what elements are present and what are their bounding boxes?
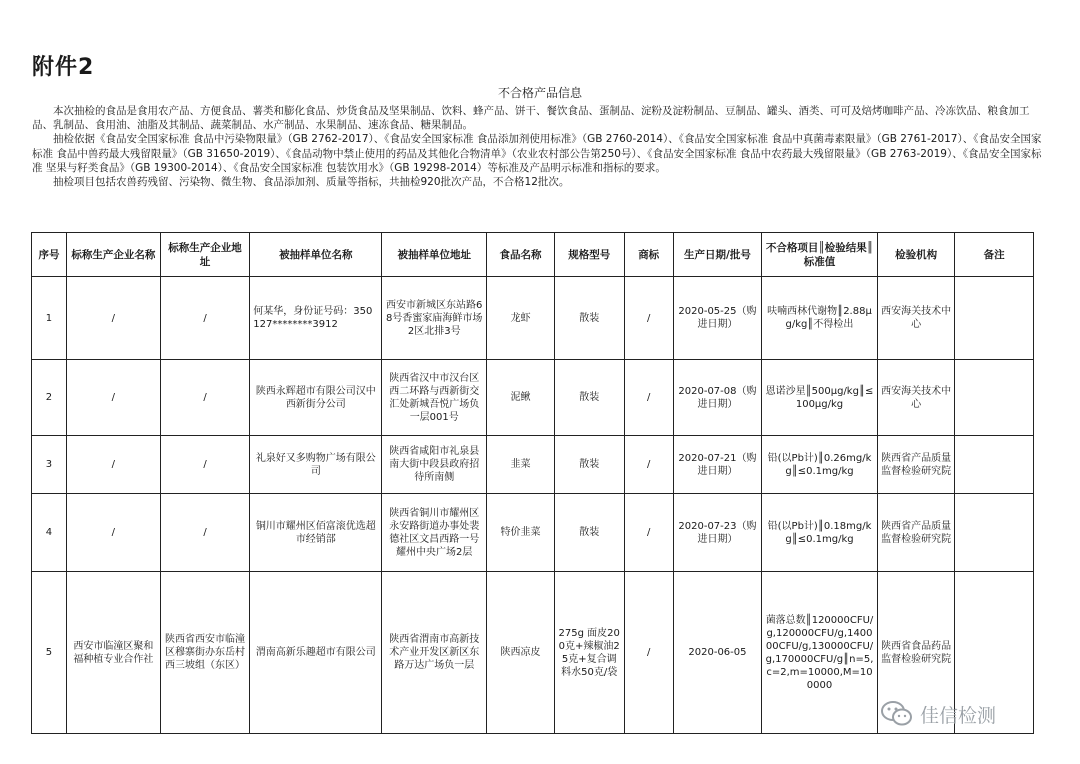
cell-lab: 陕西省产品质量监督检验研究院 (877, 494, 954, 572)
cell-index: 4 (32, 494, 67, 572)
cell-failed-item: 恩诺沙星║500μg/kg║≤100μg/kg (762, 360, 878, 436)
cell-remarks (955, 436, 1034, 494)
table-row (32, 436, 1034, 494)
cell-food-name: 陕西凉皮 (487, 572, 555, 734)
cell-index: 2 (32, 360, 67, 436)
cell-trademark: / (624, 572, 673, 734)
table-row (32, 277, 1034, 360)
col-header-lab: 检验机构 (877, 233, 954, 277)
cell-spec: 散装 (554, 436, 624, 494)
cell-lab: 陕西省产品质量监督检验研究院 (877, 436, 954, 494)
attachment-label: 附件2 (32, 55, 95, 80)
cell-lab: 西安海关技术中心 (877, 277, 954, 360)
col-header-remarks: 备注 (955, 233, 1034, 277)
cell-trademark: / (624, 360, 673, 436)
cell-index: 3 (32, 436, 67, 494)
cell-food-name: 特价韭菜 (487, 494, 555, 572)
cell-sampled-address: 陕西省渭南市高新技术产业开发区新区东路万达广场负一层 (382, 572, 487, 734)
cell-spec: 散装 (554, 494, 624, 572)
watermark-text: 佳信检测 (920, 704, 997, 727)
cell-producer-address: / (160, 494, 250, 572)
cell-index: 5 (32, 572, 67, 734)
watermark (880, 700, 996, 728)
intro-basis: 抽检依据《食品安全国家标准 食品中污染物限量》（GB 2762-2017）、《食品安全国家标准 食品添加剂使用标准》（GB 2760-2014）、《食品安全国家标准 食品中真菌毒素限量》（GB 2761-2017）、《食品安全国家标准 食品中兽药最大残留限量》（GB 31650-2019）、《食品动物中禁止使用的药品及其他化合物清单》（农业农村部公告第250号）、《食品安全国家标准 食品中农药最大残留限量》（GB 2763-2019）、《食品安全国家标准 坚果与籽类食品》（GB 19300-2014）、《食品安全国家标准 包装饮用水》（GB 19298-2014）等标准及产品明示标准和指标的要求。 (32, 133, 1042, 174)
cell-sampled-unit: 何某华，身份证号码：350127********3912 (250, 277, 382, 360)
cell-producer-name: / (66, 494, 160, 572)
wechat-icon (880, 700, 914, 728)
cell-remarks (955, 277, 1034, 360)
col-header-food-name: 食品名称 (487, 233, 555, 277)
cell-remarks (955, 360, 1034, 436)
table-header-row (32, 233, 1034, 277)
cell-remarks (955, 494, 1034, 572)
col-header-producer-address: 标称生产企业地址 (160, 233, 250, 277)
intro-summary: 抽检项目包括农兽药残留、污染物、微生物、食品添加剂、质量等指标，共抽检920批次产品，不合格12批次。 (53, 176, 570, 189)
cell-trademark: / (624, 436, 673, 494)
col-header-sampled-address: 被抽样单位地址 (382, 233, 487, 277)
cell-sampled-address: 陕西省铜川市耀州区永安路街道办事处裴德社区文昌西路一号耀州中央广场2层 (382, 494, 487, 572)
cell-spec: 散装 (554, 360, 624, 436)
cell-sampled-address: 陕西省咸阳市礼泉县南大街中段县政府招待所南侧 (382, 436, 487, 494)
table-row (32, 494, 1034, 572)
col-header-producer-name: 标称生产企业名称 (66, 233, 160, 277)
col-header-failed-item: 不合格项目║检验结果║标准值 (762, 233, 878, 277)
col-header-sampled-unit: 被抽样单位名称 (250, 233, 382, 277)
document-title: 不合格产品信息 (497, 86, 582, 100)
cell-producer-address: 陕西省西安市临潼区穆寨街办东岳村西三坡组（东区） (160, 572, 250, 734)
cell-date-batch: 2020-07-23（购进日期） (673, 494, 761, 572)
cell-failed-item: 铅(以Pb计)║0.26mg/kg║≤0.1mg/kg (762, 436, 878, 494)
cell-trademark: / (624, 494, 673, 572)
cell-trademark: / (624, 277, 673, 360)
cell-producer-address: / (160, 436, 250, 494)
cell-date-batch: 2020-05-25（购进日期） (673, 277, 761, 360)
cell-producer-name: / (66, 360, 160, 436)
cell-sampled-unit: 礼泉好又多购物广场有限公司 (250, 436, 382, 494)
cell-food-name: 龙虾 (487, 277, 555, 360)
cell-sampled-unit: 陕西永辉超市有限公司汉中西新街分公司 (250, 360, 382, 436)
cell-date-batch: 2020-07-21（购进日期） (673, 436, 761, 494)
col-header-spec: 规格型号 (554, 233, 624, 277)
col-header-index: 序号 (32, 233, 67, 277)
cell-food-name: 韭菜 (487, 436, 555, 494)
cell-producer-name: / (66, 436, 160, 494)
cell-producer-name: / (66, 277, 160, 360)
cell-sampled-unit: 铜川市耀州区佰富滚优选超市经销部 (250, 494, 382, 572)
cell-failed-item: 铅(以Pb计)║0.18mg/kg║≤0.1mg/kg (762, 494, 878, 572)
cell-sampled-address: 陕西省汉中市汉台区西二环路与西新街交汇处新城吾悦广场负一层001号 (382, 360, 487, 436)
cell-spec: 275g 面皮200克+辣椒油25克+复合调料水50克/袋 (554, 572, 624, 734)
cell-producer-address: / (160, 360, 250, 436)
cell-failed-item: 呋喃西林代谢物║2.88μg/kg║不得检出 (762, 277, 878, 360)
cell-producer-address: / (160, 277, 250, 360)
cell-date-batch: 2020-06-05 (673, 572, 761, 734)
col-header-trademark: 商标 (624, 233, 673, 277)
table-row (32, 360, 1034, 436)
cell-index: 1 (32, 277, 67, 360)
cell-producer-name: 西安市临潼区聚和福种植专业合作社 (66, 572, 160, 734)
cell-sampled-unit: 渭南高新乐趣超市有限公司 (250, 572, 382, 734)
noncompliant-products-table (31, 232, 1034, 734)
cell-lab: 西安海关技术中心 (877, 360, 954, 436)
intro-text (32, 104, 1042, 189)
col-header-date-batch: 生产日期/批号 (673, 233, 761, 277)
cell-spec: 散装 (554, 277, 624, 360)
cell-sampled-address: 西安市新城区东站路68号香蜜家庙海鲜市场2区北排3号 (382, 277, 487, 360)
cell-date-batch: 2020-07-08（购进日期） (673, 360, 761, 436)
cell-failed-item: 菌落总数║120000CFU/g,120000CFU/g,140000CFU/g,130000CFU/g,170000CFU/g║n=5,c=2,m=10000,M=100000 (762, 572, 878, 734)
cell-food-name: 泥鳅 (487, 360, 555, 436)
cell-lab: 陕西省食品药品监督检验研究院 (877, 572, 954, 734)
intro-scope: 本次抽检的食品是食用农产品、方便食品、薯类和膨化食品、炒货食品及坚果制品、饮料、蜂产品、饼干、餐饮食品、蛋制品、淀粉及淀粉制品、豆制品、罐头、酒类、可可及焙烤咖啡产品、冷冻饮品、粮食加工品、乳制品、食用油、油脂及其制品、蔬菜制品、水产制品、水果制品、速冻食品、糖果制品。 (32, 105, 1030, 132)
